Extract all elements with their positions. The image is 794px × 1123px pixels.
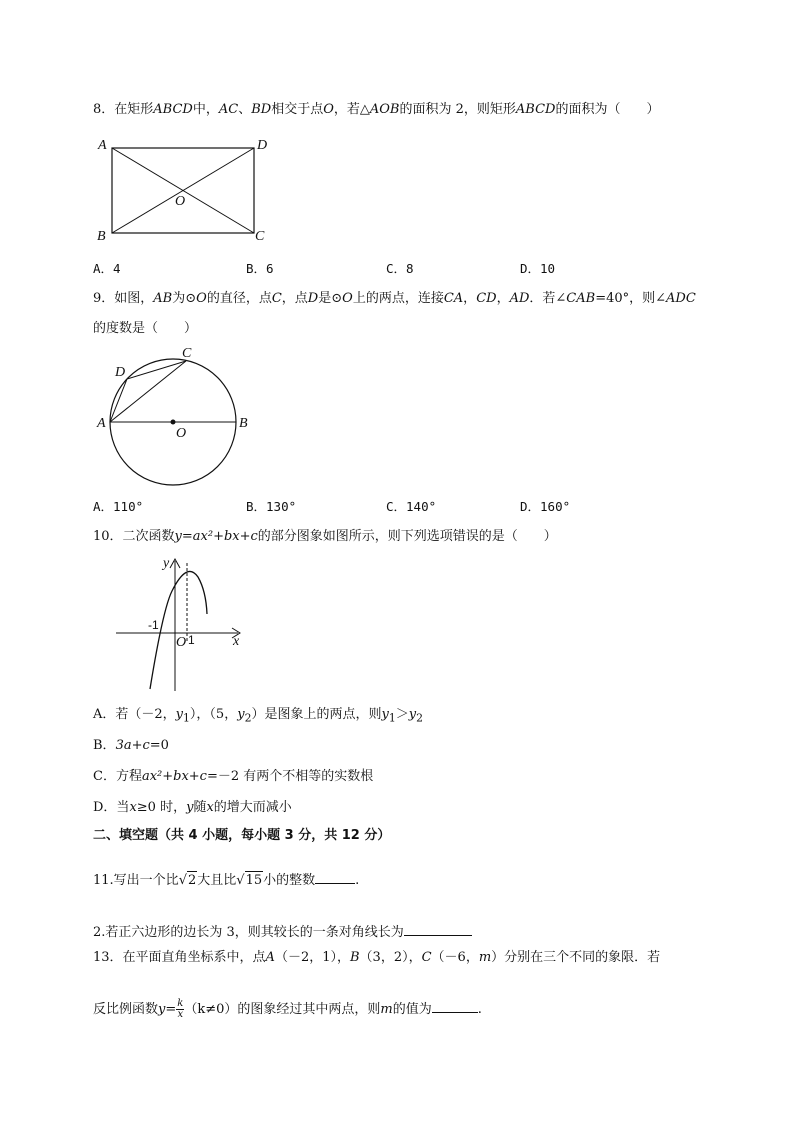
q8-stem: 8．在矩形ABCD中，AC、BD相交于点O，若△AOB的面积为 2，则矩形ABCD的面积为（ ） [93,102,660,117]
q8-rectangle-figure [93,134,283,246]
label-d: D [115,365,126,380]
sqrt-2: √2 [178,873,197,888]
q13-stem-line1: 13．在平面直角坐标系中，点A（－2，1），B（3，2），C（－6，m）分别在三个不同的象限．若 [93,950,661,965]
q9-option-a[interactable]: A．110° [93,499,144,514]
q9-option-c[interactable]: C．140° [386,499,437,514]
label-d: D [257,138,268,153]
q9-option-b[interactable]: B．130° [246,499,297,514]
label-neg1: -1 [148,618,159,632]
q9-stem-line2: 的度数是（ ） [93,321,198,336]
q10-parabola-figure [110,551,250,694]
section-title-fill-in: 二、填空题（共 4 小题，每小题 3 分，共 12 分） [93,828,391,843]
label-y: y [163,556,170,571]
q8-option-a[interactable]: A．4 [93,261,121,276]
q10-option-c[interactable]: C．方程ax²+bx+c=－2 有两个不相等的实数根 [93,769,374,784]
label-b: B [239,416,248,431]
q12-stem: 2.若正六边形的边长为 3，则其较长的一条对角线长为 [93,923,472,942]
label-o: O [175,194,186,209]
q11-stem: 11.写出一个比√2大且比√15小的整数 . [93,873,360,888]
q9-circle-figure [93,342,263,492]
label-a: A [98,138,107,153]
label-c: C [182,346,192,361]
q13-answer-blank[interactable] [432,1000,478,1013]
q8-option-d[interactable]: D．10 [520,261,556,276]
label-one: 1 [188,633,195,647]
label-x: x [233,634,240,649]
q9-stem-line1: 9．如图，AB为⊙O的直径，点C，点D是⊙O上的两点，连接CA，CD，AD．若∠CAB=40°，则∠ADC [93,291,696,306]
q10-option-a[interactable]: A．若（－2，$y_1$），（5，$y_2$）是图象上的两点，则$y_1>y_2$ [93,707,423,725]
q13-stem-line2: 反比例函数y= $\frac{k}{x}$ （k≠0）的图象经过其中两点，则m的值为 . [93,998,482,1020]
q10-stem: 10．二次函数y=ax²+bx+c的部分图象如图所示，则下列选项错误的是（ ） [93,529,557,544]
q8-option-c[interactable]: C．8 [386,261,414,276]
q12-answer-blank[interactable] [404,923,472,936]
label-b: B [97,229,106,244]
q10-option-d[interactable]: D．当x≥0 时，y随x的增大而减小 [93,800,292,815]
center-point [171,420,176,425]
q8-option-b[interactable]: B．6 [246,261,274,276]
label-c: C [255,229,265,244]
q11-answer-blank[interactable] [315,871,355,884]
chord-cd [127,361,186,379]
q10-option-b[interactable]: B．3a+c=0 [93,738,169,753]
label-a: A [97,416,106,431]
q9-option-d[interactable]: D．160° [520,499,571,514]
label-origin: O [176,635,187,650]
label-o: O [176,426,187,441]
fraction-k-over-x: $\frac{k}{x}$ [177,998,184,1020]
sqrt-15: √15 [236,873,263,888]
